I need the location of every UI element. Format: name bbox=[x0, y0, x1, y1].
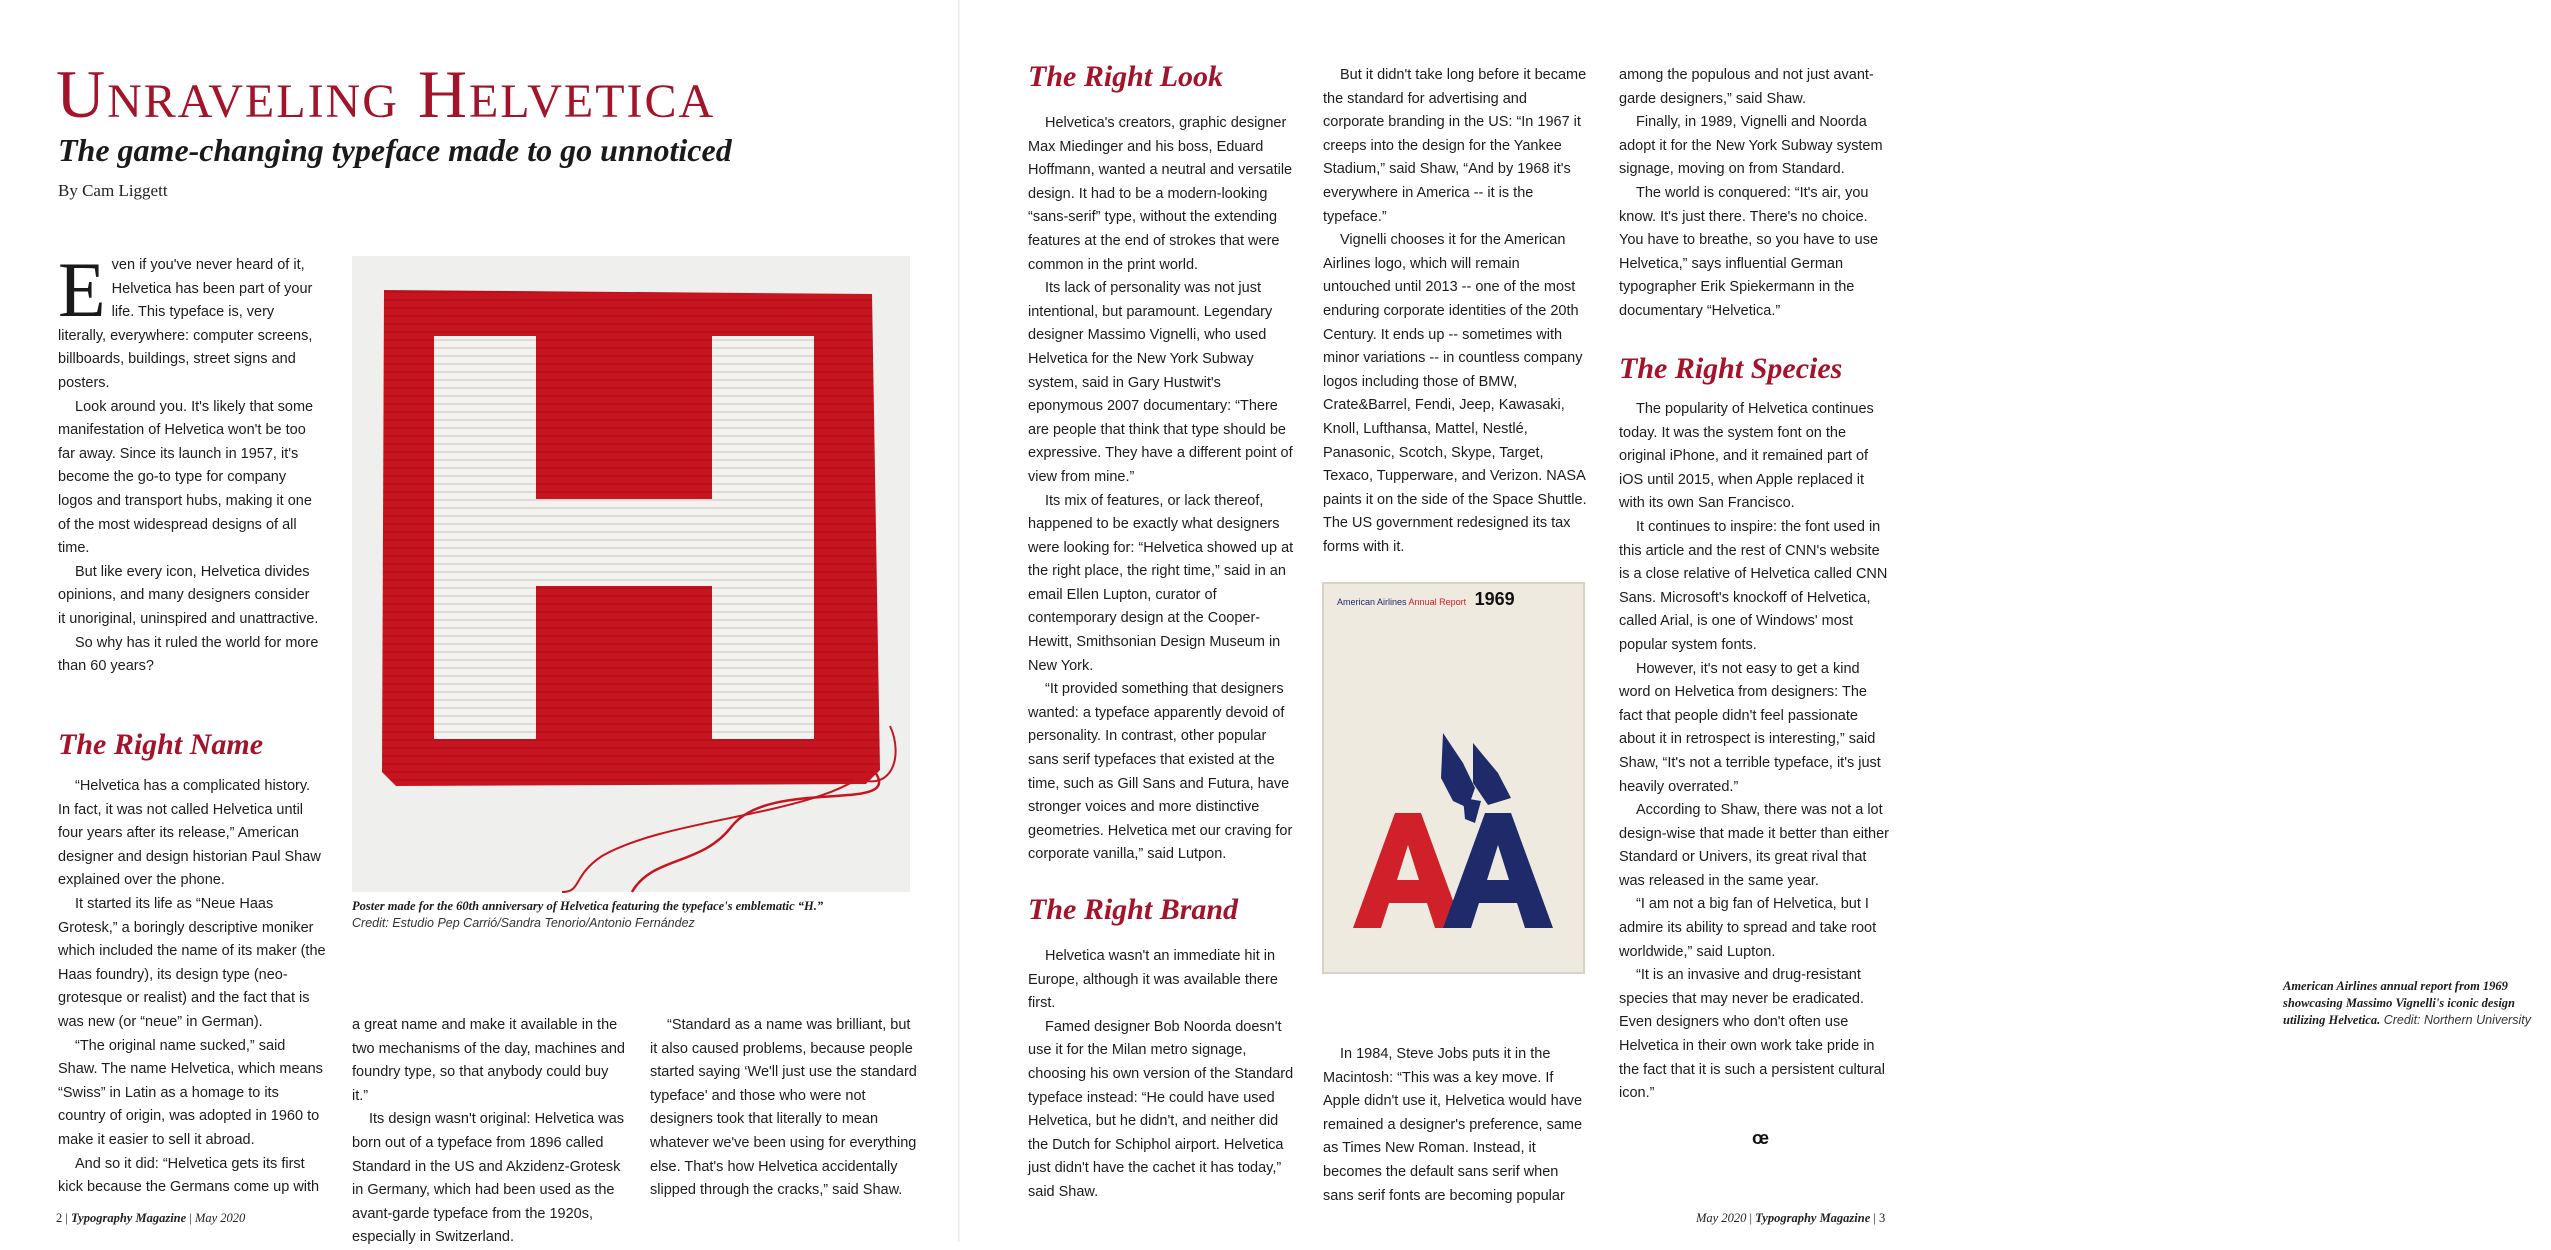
heading-right-name: The Right Name bbox=[58, 728, 264, 761]
photo2-credit: Credit: Northern University bbox=[2383, 1013, 2531, 1027]
right-page bbox=[960, 0, 2531, 1242]
right-look-paragraph-4: “It provided something that designers wanted: a typeface apparently devoid of personality. In contrast, other popular sans serif typefaces that existed at the time, such as Gill Sans and Futura, have stronger voices and more distinctive geometries. Helvetica met our craving for corporate vanilla,” said Lutpon. bbox=[1028, 681, 1293, 863]
column-5-bottom bbox=[1323, 1043, 1589, 1208]
right-look-paragraph-3: Its mix of features, or lack thereof, happened to be exactly what designers were looking for: “Helvetica showed up at the right place, the right time,” said in an email Ellen Lupton, curator of contemporary design at the Cooper-Hewitt, Smithsonian Design Museum in New York. bbox=[1028, 492, 1294, 674]
right-species-paragraph-1: The popularity of Helvetica continues today. It was the system font on the original iPhone, and it remained part of iOS until 2015, when Apple replaced it with its own San Francisco. bbox=[1619, 401, 1874, 512]
heading-right-brand: The Right Brand bbox=[1028, 893, 1239, 926]
intro-paragraph-1: Even if you've never heard of it, Helvetica has been part of your life. This typeface is, very literally, everywhere: computer screens, billboards, buildings, street signs and posters. bbox=[58, 246, 313, 391]
right-look-paragraph-2: Its lack of personality was not just intentional, but paramount. Legendary designer Massimo Vignelli, who used Helvetica for the New York Subway system, said in Gary Hustwit's eponymous 2007 documentary: “There are people that think that type should be expressive. They have a different point of view from mine.” bbox=[1028, 280, 1293, 485]
column-5-paragraph-2: Vignelli chooses it for the American Airlines logo, which will remain untouched until 2013 -- one of the most enduring corporate identities of the 20th Century. It ends up -- sometimes with minor variations -- in countless company logos including those of BMW, Crate&Barrel, Fendi, Jeep, Kawasaki, Knoll, Lufthansa, Mattel, Nestlé, Panasonic, Scotch, Skype, Target, Texaco, Tupperware, and Verizon. NASA paints it on the side of the Space Shuttle. The US government redesigned its tax forms with it. bbox=[1323, 232, 1587, 555]
photo1-caption-text: Poster made for the 60th anniversary of Helvetica featuring the typeface's emblematic “H.” bbox=[352, 899, 824, 913]
right-species-paragraph-3: However, it's not easy to get a kind word on Helvetica from designers: The fact that people didn't feel passionate about it in retrospect is interesting,” said Shaw, “It's not a terrible typeface, it's just heavily overrated.” bbox=[1619, 660, 1881, 795]
right-name-paragraph-1: “Helvetica has a complicated history. In fact, it was not called Helvetica until four years after its release,” American designer and design historian Paul Shaw explained over the phone. bbox=[58, 778, 321, 889]
aa-report-text: Annual Report bbox=[1408, 597, 1467, 607]
right-name-paragraph-3: “The original name sucked,” said Shaw. The name Helvetica, which means “Swiss” in Latin as a homage to its country of origin, was adopted in 1960 to make it easier to sell it abroad. bbox=[58, 1037, 323, 1148]
right-species-paragraph-4: According to Shaw, there was not a lot design-wise that made it better than either Standard or Univers, its great rival that was released in the same year. bbox=[1619, 802, 1890, 889]
article-subtitle: The game-changing typeface made to go unnoticed bbox=[58, 132, 732, 168]
byline: By Cam Liggett bbox=[58, 181, 168, 200]
knitted-h-graphic bbox=[352, 256, 910, 892]
american-airlines-report-photo bbox=[1323, 583, 1584, 973]
intro-paragraph-3: But like every icon, Helvetica divides opinions, and many designers consider it unoriginal, uninspired and unattractive. bbox=[58, 563, 319, 627]
column-5-paragraph-1: But it didn't take long before it became the standard for advertising and corporate branding in the US: “In 1967 it creeps into the design for the Yankee Stadium,” said Shaw, “And by 1968 it's everywhere in America -- it is the typeface.” bbox=[1323, 67, 1587, 225]
photo1-caption bbox=[352, 898, 922, 932]
column-6 bbox=[1619, 64, 1889, 324]
right-brand-paragraph-1: Helvetica wasn't an immediate hit in Europe, although it was available there first. bbox=[1028, 948, 1278, 1012]
column-6-right-species bbox=[1619, 398, 1889, 1106]
intro-paragraph-2: Look around you. It's likely that some manifestation of Helvetica won't be too far away. Since its launch in 1957, it's become the go-to type for company logos and transport hubs, making it one of the most widespread designs of all time. bbox=[58, 398, 314, 557]
end-mark: œ bbox=[1752, 1128, 1769, 1148]
aa-report-header bbox=[1337, 589, 1577, 610]
article-title: Unraveling Helvetica bbox=[56, 56, 716, 132]
column-5-paragraph-3: In 1984, Steve Jobs puts it in the Macintosh: “This was a key move. If Apple didn't use it, Helvetica would have remained a designer's preference, same as Times New Roman. Instead, it becomes the default sans serif when sans serif fonts are becoming popular bbox=[1323, 1046, 1583, 1204]
column-3 bbox=[650, 1014, 918, 1203]
column-1-right-name bbox=[58, 775, 326, 1200]
aa-report-graphic bbox=[1323, 583, 1584, 973]
right-name-paragraph-4: And so it did: “Helvetica gets its first kick because the Germans come up with bbox=[58, 1155, 320, 1196]
column-2-paragraph-2: Its design wasn't original: Helvetica was born out of a typeface from 1896 called Standard in the US and Akzidenz-Grotesk in Germany, which had been used as the avant-garde typeface from the 1920s, especially in Switzerland. bbox=[352, 1111, 625, 1246]
aa-brand-text: American Airlines bbox=[1337, 597, 1407, 607]
drop-cap: E bbox=[58, 246, 106, 333]
photo2-caption-text: American Airlines annual report from 1969 showcasing Massimo Vignelli's iconic design utilizing Helvetica. bbox=[2283, 979, 2515, 1027]
column-4-right-look bbox=[1028, 112, 1296, 867]
column-2 bbox=[352, 1014, 628, 1250]
left-page bbox=[0, 0, 960, 1246]
column-3-paragraph-1: “Standard as a name was brilliant, but it also caused problems, because people started saying ‘We'll just use the standard typeface' and those who were not designers took that literally to mean whatever we've been using for everything else. That's how Helvetica accidentally slipped through the cracks,” said Shaw. bbox=[650, 1017, 917, 1199]
heading-right-species: The Right Species bbox=[1619, 352, 1843, 385]
column-4-right-brand bbox=[1028, 945, 1296, 1205]
column-6-paragraph-3: The world is conquered: “It's air, you know. It's just there. There's no choice. You have to breathe, so you have to use Helvetica,” says influential German typographer Erik Spiekermann in the documentary “Helvetica.” bbox=[1619, 184, 1879, 319]
photo2-caption bbox=[2283, 978, 2551, 1029]
aa-year-text: 1969 bbox=[1474, 589, 1515, 609]
column-2-paragraph-1: a great name and make it available in the two mechanisms of the day, machines and foundry type, so that anybody could buy it.” bbox=[352, 1017, 625, 1104]
heading-right-look: The Right Look bbox=[1028, 60, 1224, 93]
intro-paragraph-4: So why has it ruled the world for more than 60 years? bbox=[58, 634, 319, 675]
column-6-paragraph-1: among the populous and not just avant-garde designers,” said Shaw. bbox=[1619, 67, 1874, 107]
column-6-paragraph-2: Finally, in 1989, Vignelli and Noorda adopt it for the New York Subway system signage, moving on from Standard. bbox=[1619, 114, 1883, 178]
right-species-paragraph-6: “It is an invasive and drug-resistant species that may never be eradicated. Even designers who don't often use Helvetica in their own work take pride in the fact that it is such a persistent cultural icon.” bbox=[1619, 967, 1885, 1102]
column-1-intro bbox=[58, 246, 320, 679]
right-species-paragraph-2: It continues to inspire: the font used in this article and the rest of CNN's website is a close relative of Helvetica called CNN Sans. Microsoft's knockoff of Helvetica, called Arial, is one of Windows' most popular system fonts. bbox=[1619, 518, 1888, 653]
left-folio: 2 | Typography Magazine | May 2020 bbox=[56, 1211, 246, 1225]
right-species-paragraph-5: “I am not a big fan of Helvetica, but I admire its ability to spread and take root worldwide,” said Lupton. bbox=[1619, 896, 1877, 960]
right-name-paragraph-2: It started its life as “Neue Haas Grotesk,” a boringly descriptive moniker which included the name of its maker (the Haas foundry), its design type (neo-grotesque or realist) and the fact that is was new (or “neue” in German). bbox=[58, 895, 326, 1030]
photo1-credit: Credit: Estudio Pep Carrió/Sandra Tenorio/Antonio Fernández bbox=[352, 916, 695, 930]
column-5 bbox=[1323, 64, 1589, 559]
knitted-h-photo bbox=[352, 256, 910, 892]
right-folio: May 2020 | Typography Magazine | 3 bbox=[1696, 1211, 1886, 1225]
right-look-paragraph-1: Helvetica's creators, graphic designer Max Miedinger and his boss, Eduard Hoffmann, wanted a neutral and versatile design. It had to be a modern-looking “sans-serif” type, without the extending features at the end of strokes that were common in the print world. bbox=[1028, 115, 1293, 273]
right-brand-paragraph-2: Famed designer Bob Noorda doesn't use it for the Milan metro signage, choosing his own version of the Standard typeface instead: “He could have used Helvetica, but he didn't, and neither did the Dutch for Schiphol airport. Helvetica just didn't have the cachet it has today,” said Shaw. bbox=[1028, 1018, 1294, 1200]
